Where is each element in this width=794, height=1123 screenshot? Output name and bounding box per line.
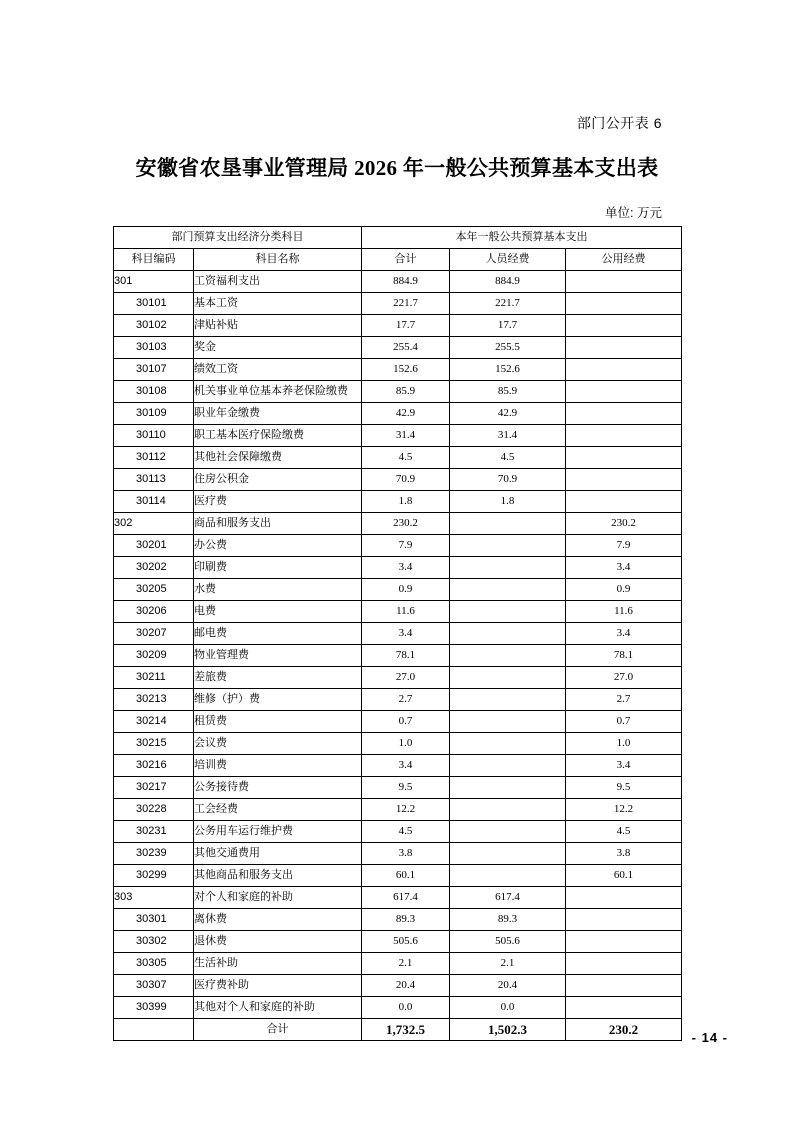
- cell-personnel: [450, 821, 566, 843]
- cell-total: 152.6: [362, 359, 450, 381]
- cell-personnel: 70.9: [450, 469, 566, 491]
- page-number: - 14 -: [691, 1030, 728, 1045]
- cell-public: [566, 975, 682, 997]
- cell-total: 9.5: [362, 777, 450, 799]
- cell-code: 30110: [114, 425, 194, 447]
- table-row: [114, 711, 682, 733]
- cell-public: [566, 403, 682, 425]
- cell-total: 3.4: [362, 623, 450, 645]
- cell-name: 其他对个人和家庭的补助: [194, 997, 362, 1019]
- group-header-right: 本年一般公共预算基本支出: [362, 227, 682, 249]
- cell-public: [566, 315, 682, 337]
- cell-public: 27.0: [566, 667, 682, 689]
- cell-total: 1.0: [362, 733, 450, 755]
- cell-public: [566, 425, 682, 447]
- cell-name: 邮电费: [194, 623, 362, 645]
- cell-code: 303: [114, 887, 194, 909]
- cell-personnel: [450, 557, 566, 579]
- cell-public: [566, 271, 682, 293]
- table-row: [114, 975, 682, 997]
- cell-public: 7.9: [566, 535, 682, 557]
- table-row: [114, 271, 682, 293]
- cell-code: 30202: [114, 557, 194, 579]
- cell-name: 津贴补贴: [194, 315, 362, 337]
- cell-public: [566, 491, 682, 513]
- cell-public: [566, 887, 682, 909]
- table-row: [114, 601, 682, 623]
- cell-code: 30231: [114, 821, 194, 843]
- table-row: [114, 491, 682, 513]
- table-row: [114, 381, 682, 403]
- cell-name: 公务接待费: [194, 777, 362, 799]
- cell-public: [566, 953, 682, 975]
- cell-total: 11.6: [362, 601, 450, 623]
- cell-personnel: [450, 799, 566, 821]
- cell-name: 住房公积金: [194, 469, 362, 491]
- table-row: [114, 403, 682, 425]
- cell-name: 工会经费: [194, 799, 362, 821]
- page-title: 安徽省农垦事业管理局 2026 年一般公共预算基本支出表: [135, 156, 659, 180]
- cell-total: 70.9: [362, 469, 450, 491]
- cell-name: 其他社会保障缴费: [194, 447, 362, 469]
- cell-personnel: 17.7: [450, 315, 566, 337]
- table-row: [114, 469, 682, 491]
- table-row: [114, 799, 682, 821]
- column-header-total: 合计: [362, 249, 450, 271]
- cell-total: 27.0: [362, 667, 450, 689]
- cell-name: 物业管理费: [194, 645, 362, 667]
- table-total-row: [114, 1019, 682, 1041]
- table-column-header-row: [114, 249, 682, 271]
- cell-total: 31.4: [362, 425, 450, 447]
- cell-name: 生活补助: [194, 953, 362, 975]
- cell-public: 230.2: [566, 1019, 682, 1041]
- cell-code: 30112: [114, 447, 194, 469]
- cell-code: 30305: [114, 953, 194, 975]
- table-row: [114, 689, 682, 711]
- table-row: [114, 777, 682, 799]
- cell-personnel: [450, 755, 566, 777]
- group-header-left: 部门预算支出经济分类科目: [114, 227, 362, 249]
- cell-name: 差旅费: [194, 667, 362, 689]
- column-header-personnel: 人员经费: [450, 249, 566, 271]
- cell-code: 30113: [114, 469, 194, 491]
- budget-table: [113, 226, 682, 1041]
- cell-name: 医疗费: [194, 491, 362, 513]
- cell-total: 85.9: [362, 381, 450, 403]
- cell-code: 30102: [114, 315, 194, 337]
- cell-personnel: 85.9: [450, 381, 566, 403]
- cell-code: 30101: [114, 293, 194, 315]
- cell-name: 绩效工资: [194, 359, 362, 381]
- cell-total: 78.1: [362, 645, 450, 667]
- table-row: [114, 359, 682, 381]
- cell-public: 1.0: [566, 733, 682, 755]
- cell-total: 3.4: [362, 557, 450, 579]
- cell-name: 医疗费补助: [194, 975, 362, 997]
- cell-code: [114, 1019, 194, 1041]
- table-row: [114, 865, 682, 887]
- cell-public: [566, 997, 682, 1019]
- cell-personnel: [450, 513, 566, 535]
- cell-personnel: 4.5: [450, 447, 566, 469]
- cell-name: 水费: [194, 579, 362, 601]
- table-row: [114, 821, 682, 843]
- cell-personnel: 20.4: [450, 975, 566, 997]
- cell-name: 工资福利支出: [194, 271, 362, 293]
- table-row: [114, 667, 682, 689]
- cell-code: 30299: [114, 865, 194, 887]
- cell-personnel: [450, 711, 566, 733]
- cell-code: 30109: [114, 403, 194, 425]
- cell-total: 0.7: [362, 711, 450, 733]
- cell-code: 30215: [114, 733, 194, 755]
- cell-total: 3.4: [362, 755, 450, 777]
- cell-public: 12.2: [566, 799, 682, 821]
- cell-total: 2.1: [362, 953, 450, 975]
- cell-personnel: [450, 865, 566, 887]
- cell-public: [566, 293, 682, 315]
- cell-public: 0.7: [566, 711, 682, 733]
- column-header-name: 科目名称: [194, 249, 362, 271]
- cell-personnel: [450, 667, 566, 689]
- cell-total: 1,732.5: [362, 1019, 450, 1041]
- cell-name: 机关事业单位基本养老保险缴费: [194, 381, 362, 403]
- cell-public: [566, 469, 682, 491]
- cell-code: 30205: [114, 579, 194, 601]
- cell-personnel: [450, 777, 566, 799]
- cell-total: 221.7: [362, 293, 450, 315]
- cell-public: 3.4: [566, 623, 682, 645]
- cell-personnel: 42.9: [450, 403, 566, 425]
- cell-name: 公务用车运行维护费: [194, 821, 362, 843]
- column-header-public: 公用经费: [566, 249, 682, 271]
- cell-code: 30307: [114, 975, 194, 997]
- cell-public: [566, 931, 682, 953]
- cell-total: 60.1: [362, 865, 450, 887]
- cell-personnel: 2.1: [450, 953, 566, 975]
- cell-name: 职工基本医疗保险缴费: [194, 425, 362, 447]
- cell-code: 30301: [114, 909, 194, 931]
- cell-total: 20.4: [362, 975, 450, 997]
- cell-personnel: 1.8: [450, 491, 566, 513]
- form-label: 部门公开表 6: [576, 115, 662, 131]
- cell-public: [566, 447, 682, 469]
- cell-code: 30228: [114, 799, 194, 821]
- cell-total: 17.7: [362, 315, 450, 337]
- cell-name: 其他商品和服务支出: [194, 865, 362, 887]
- table-row: [114, 315, 682, 337]
- cell-public: 0.9: [566, 579, 682, 601]
- cell-name: 奖金: [194, 337, 362, 359]
- cell-personnel: 152.6: [450, 359, 566, 381]
- cell-name: 印刷费: [194, 557, 362, 579]
- cell-personnel: 221.7: [450, 293, 566, 315]
- table-row: [114, 645, 682, 667]
- cell-code: 30214: [114, 711, 194, 733]
- cell-public: 11.6: [566, 601, 682, 623]
- cell-personnel: 505.6: [450, 931, 566, 953]
- table-row: [114, 447, 682, 469]
- cell-public: [566, 337, 682, 359]
- cell-code: 30239: [114, 843, 194, 865]
- cell-personnel: [450, 645, 566, 667]
- cell-personnel: [450, 623, 566, 645]
- table-row: [114, 733, 682, 755]
- cell-personnel: [450, 733, 566, 755]
- cell-name: 离休费: [194, 909, 362, 931]
- cell-name: 职业年金缴费: [194, 403, 362, 425]
- cell-personnel: [450, 601, 566, 623]
- cell-public: 4.5: [566, 821, 682, 843]
- table-row: [114, 557, 682, 579]
- cell-name: 合计: [194, 1019, 362, 1041]
- cell-personnel: [450, 579, 566, 601]
- cell-public: 60.1: [566, 865, 682, 887]
- cell-name: 租赁费: [194, 711, 362, 733]
- cell-name: 其他交通费用: [194, 843, 362, 865]
- cell-total: 89.3: [362, 909, 450, 931]
- cell-code: 30302: [114, 931, 194, 953]
- cell-personnel: 31.4: [450, 425, 566, 447]
- table-row: [114, 513, 682, 535]
- cell-personnel: 1,502.3: [450, 1019, 566, 1041]
- cell-code: 30206: [114, 601, 194, 623]
- cell-name: 退休费: [194, 931, 362, 953]
- table-row: [114, 623, 682, 645]
- unit-note: 单位: 万元: [605, 206, 662, 220]
- cell-code: 30207: [114, 623, 194, 645]
- table-row: [114, 909, 682, 931]
- table-row: [114, 337, 682, 359]
- cell-public: 78.1: [566, 645, 682, 667]
- cell-public: 9.5: [566, 777, 682, 799]
- cell-code: 30211: [114, 667, 194, 689]
- cell-total: 505.6: [362, 931, 450, 953]
- cell-public: [566, 381, 682, 403]
- cell-code: 30217: [114, 777, 194, 799]
- cell-code: 30201: [114, 535, 194, 557]
- cell-total: 4.5: [362, 447, 450, 469]
- cell-personnel: [450, 535, 566, 557]
- cell-personnel: [450, 689, 566, 711]
- column-header-code: 科目编码: [114, 249, 194, 271]
- cell-code: 30209: [114, 645, 194, 667]
- cell-code: 30107: [114, 359, 194, 381]
- cell-public: 3.8: [566, 843, 682, 865]
- table-row: [114, 931, 682, 953]
- cell-total: 2.7: [362, 689, 450, 711]
- cell-name: 商品和服务支出: [194, 513, 362, 535]
- cell-personnel: [450, 843, 566, 865]
- table-row: [114, 425, 682, 447]
- cell-personnel: 0.0: [450, 997, 566, 1019]
- cell-code: 302: [114, 513, 194, 535]
- cell-public: 3.4: [566, 755, 682, 777]
- cell-personnel: 884.9: [450, 271, 566, 293]
- table-row: [114, 843, 682, 865]
- cell-public: 2.7: [566, 689, 682, 711]
- table-row: [114, 887, 682, 909]
- cell-code: 30108: [114, 381, 194, 403]
- cell-personnel: 617.4: [450, 887, 566, 909]
- cell-code: 30114: [114, 491, 194, 513]
- cell-total: 230.2: [362, 513, 450, 535]
- table-body: [114, 271, 682, 1041]
- table-row: [114, 293, 682, 315]
- cell-name: 维修（护）费: [194, 689, 362, 711]
- table-row: [114, 953, 682, 975]
- cell-public: [566, 359, 682, 381]
- table-row: [114, 755, 682, 777]
- cell-name: 会议费: [194, 733, 362, 755]
- cell-total: 7.9: [362, 535, 450, 557]
- cell-name: 培训费: [194, 755, 362, 777]
- cell-personnel: 89.3: [450, 909, 566, 931]
- cell-name: 办公费: [194, 535, 362, 557]
- cell-public: 230.2: [566, 513, 682, 535]
- table-row: [114, 997, 682, 1019]
- cell-code: 30103: [114, 337, 194, 359]
- cell-total: 42.9: [362, 403, 450, 425]
- cell-total: 884.9: [362, 271, 450, 293]
- table-row: [114, 535, 682, 557]
- cell-total: 3.8: [362, 843, 450, 865]
- cell-total: 4.5: [362, 821, 450, 843]
- cell-personnel: 255.5: [450, 337, 566, 359]
- cell-total: 1.8: [362, 491, 450, 513]
- cell-name: 对个人和家庭的补助: [194, 887, 362, 909]
- cell-total: 12.2: [362, 799, 450, 821]
- cell-code: 30399: [114, 997, 194, 1019]
- cell-total: 0.0: [362, 997, 450, 1019]
- cell-code: 30216: [114, 755, 194, 777]
- table-group-header-row: [114, 227, 682, 249]
- cell-public: 3.4: [566, 557, 682, 579]
- cell-code: 301: [114, 271, 194, 293]
- cell-total: 0.9: [362, 579, 450, 601]
- cell-total: 617.4: [362, 887, 450, 909]
- cell-public: [566, 909, 682, 931]
- cell-total: 255.4: [362, 337, 450, 359]
- cell-name: 电费: [194, 601, 362, 623]
- cell-code: 30213: [114, 689, 194, 711]
- table-row: [114, 579, 682, 601]
- cell-name: 基本工资: [194, 293, 362, 315]
